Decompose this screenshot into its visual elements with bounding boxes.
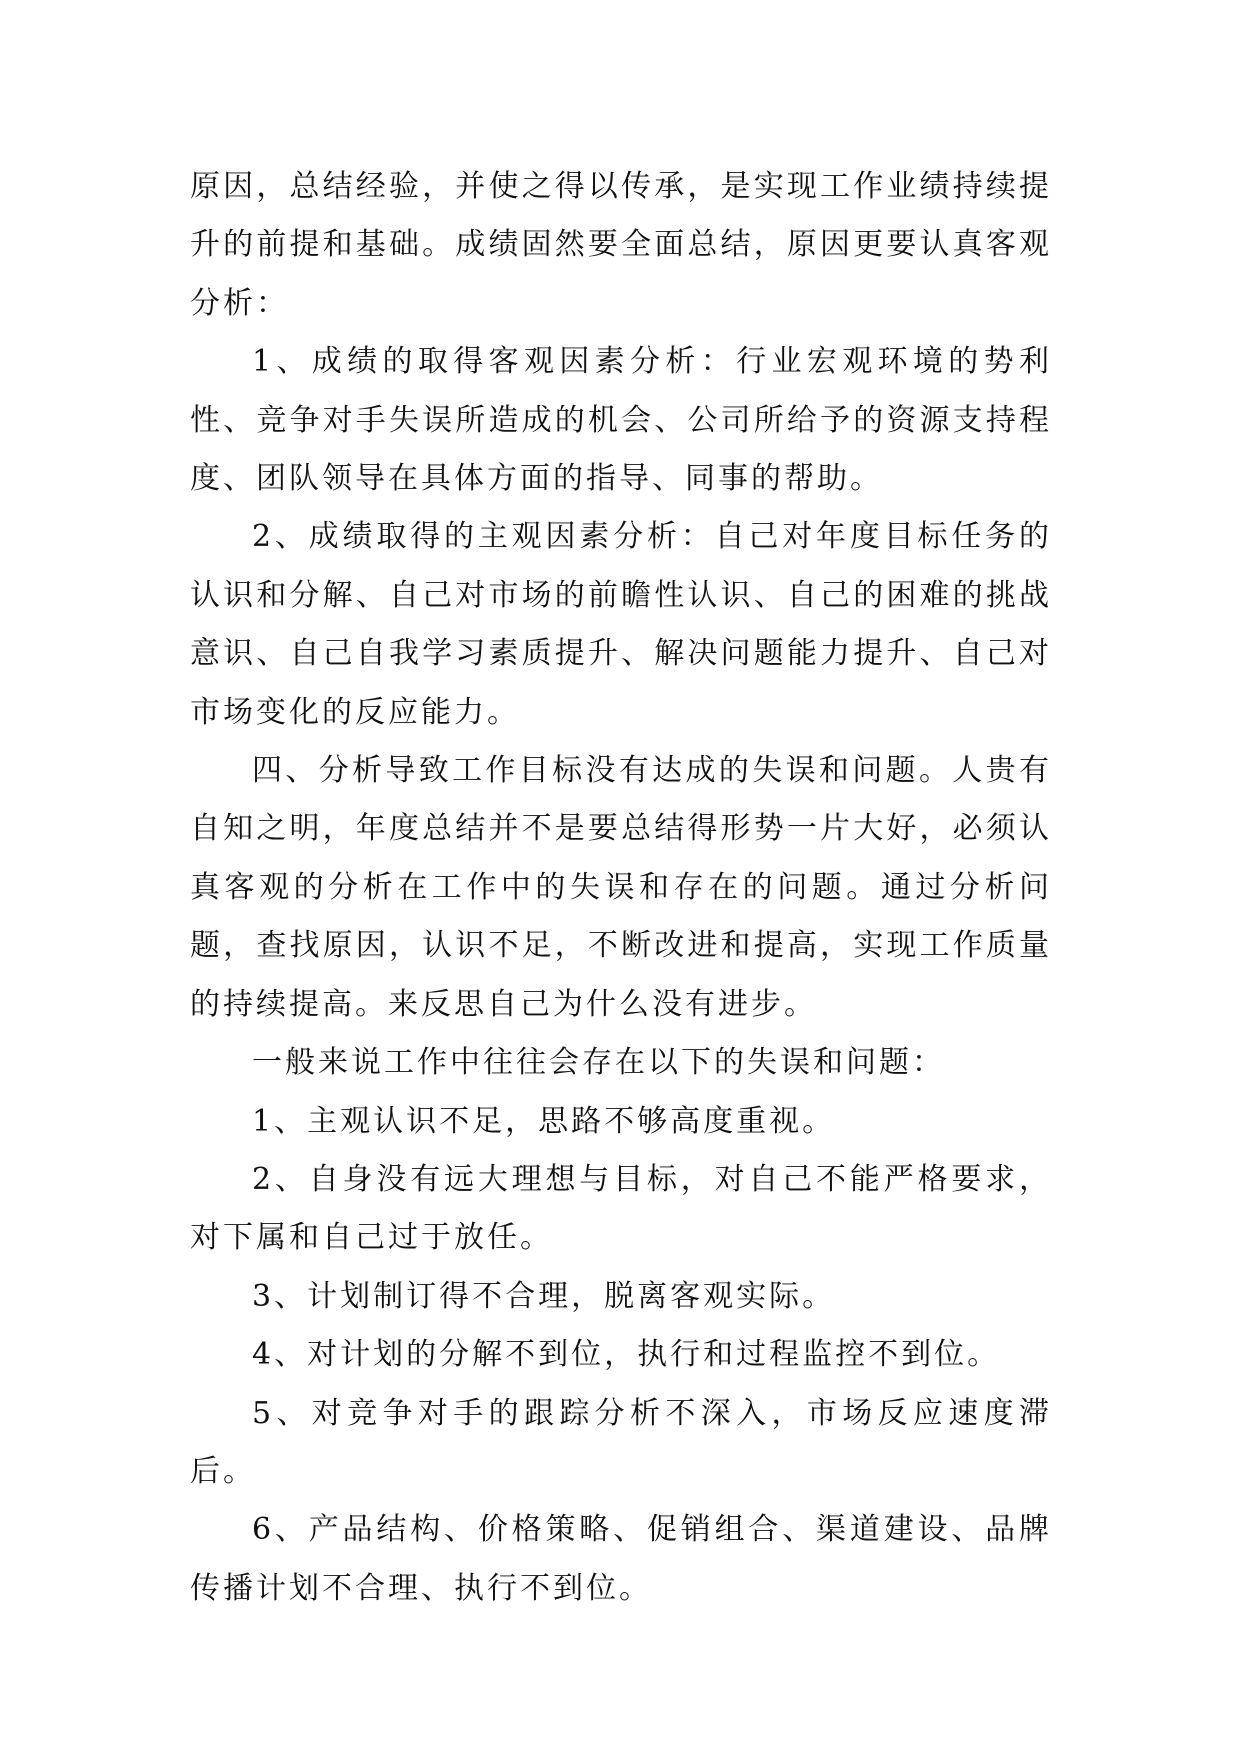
- list-item-3: 3、计划制订得不合理，脱离客观实际。: [252, 1278, 836, 1314]
- paragraph-continuation: 原因，总结经验，并使之得以传承，是实现工作业绩持续提升的前提和基础。成绩固然要全面总结，原因更要认真客观分析：: [190, 169, 1052, 321]
- list-item-2: 2、自身没有远大理想与目标，对自己不能严格要求，对下属和自己过于放任。: [190, 1161, 1052, 1256]
- paragraph-common-problems-intro: 一般来说工作中往往会存在以下的失误和问题：: [252, 1045, 945, 1081]
- list-item-5: 5、对竞争对手的跟踪分析不深入，市场反应速度滞后。: [190, 1395, 1052, 1489]
- list-item-1: 1、主观认识不足，思路不够高度重视。: [252, 1103, 836, 1139]
- paragraph-subjective-factors: 2、成绩取得的主观因素分析：自己对年度目标任务的认识和分解、自己对市场的前瞻性认识、自己的困难的挑战意识、自己自我学习素质提升、解决问题能力提升、自己对市场变化的反应能力。: [190, 519, 1052, 730]
- paragraph-objective-factors: 1、成绩的取得客观因素分析：行业宏观环境的势利性、竞争对手失误所造成的机会、公司所给予的资源支持程度、团队领导在具体方面的指导、同事的帮助。: [190, 344, 1052, 497]
- list-item-6: 6、产品结构、价格策略、促销组合、渠道建设、品牌传播计划不合理、执行不到位。: [190, 1512, 1052, 1606]
- paragraph-section-four: 四、分析导致工作目标没有达成的失误和问题。人贵有自知之明，年度总结并不是要总结得形势一片大好，必须认真客观的分析在工作中的失误和存在的问题。通过分析问题，查找原因，认识不足，不断改进和提高，实现工作质量的持续提高。来反思自己为什么没有进步。: [190, 753, 1052, 1022]
- list-item-4: 4、对计划的分解不到位，执行和过程监控不到位。: [252, 1337, 1001, 1373]
- document-body: [190, 158, 1052, 1618]
